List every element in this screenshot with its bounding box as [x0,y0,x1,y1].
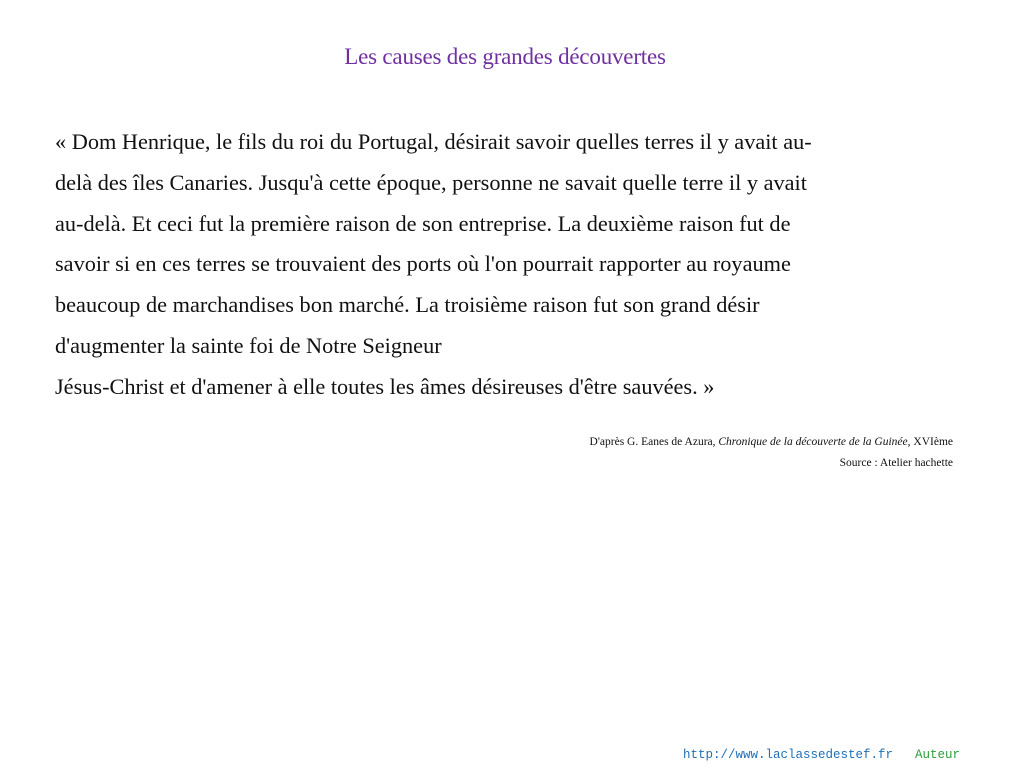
citation-work-title: Chronique de la découverte de la Guinée [718,436,908,448]
quote-line: delà des îles Canaries. Jusqu'à cette époque, personne ne savait quelle terre il y avait [55,169,807,195]
quote-line: au-delà. Et ceci fut la première raison de son entreprise. La deuxième raison fut de [55,210,791,236]
quote-line: Jésus-Christ et d'amener à elle toutes les âmes désireuses d'être sauvées. » [55,373,715,399]
website-link[interactable]: http://www.laclassedestef.fr [683,748,894,762]
citation-reference [590,432,953,453]
quote-line: savoir si en ces terres se trouvaient des ports où l'on pourrait rapporter au royaume [55,251,791,277]
citation-prefix: D'après G. Eanes de Azura, [589,436,719,448]
author-label: Auteur [915,748,961,762]
slide-title: Les causes des grandes découvertes [344,44,666,69]
quote-block [55,122,955,408]
citation [590,432,953,474]
quote-line: d'augmenter la sainte foi de Notre Seigneur [55,332,442,358]
quote-line: « Dom Henrique, le fils du roi du Portugal, désirait savoir quelles terres il y avait au- [55,129,812,154]
quote-line: beaucoup de marchandises bon marché. La troisième raison fut son grand désir [55,292,760,318]
footer [683,747,960,763]
citation-suffix: , XVIème [907,436,953,448]
citation-source: Source : Atelier hachette [839,457,953,469]
